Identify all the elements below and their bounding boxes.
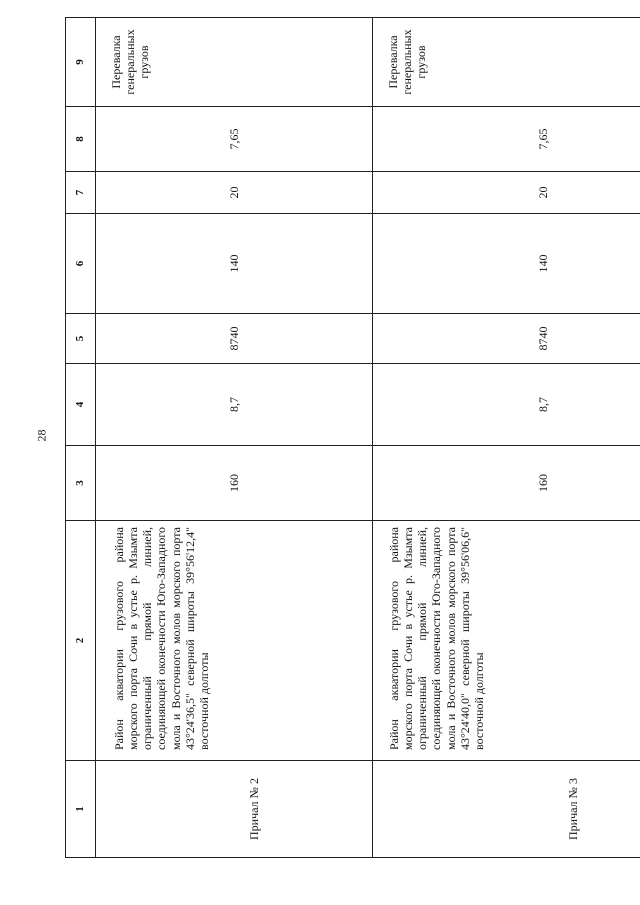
- header-col-2: 2: [66, 521, 96, 761]
- cargo-line: грузов: [413, 45, 428, 79]
- header-col-5: 5: [66, 314, 96, 364]
- cell-col-4: 8,7: [373, 364, 640, 446]
- table-row: [96, 18, 373, 858]
- cargo-type: [373, 18, 640, 107]
- berth-name: Причал № 3: [373, 761, 640, 858]
- berth-description: Район акватории грузового района морского порта Сочи в устье р. Мзымта ограниченный прямой линией, соединяющей оконечности Юго-Западного мола и Восточного молов морского порта 43°24'40,0" северной широты 39°56'06,6" восточной долготы: [373, 521, 640, 761]
- berth-description: Район акватории грузового района морского порта Сочи в устье р. Мзымта ограниченный прямой линией, соединяющей оконечности Юго-Западного мола и Восточного молов морского порта 43°24'36,5" северной широты 39°56'12,4" восточной долготы: [96, 521, 373, 761]
- cell-col-8: 7,65: [373, 107, 640, 172]
- cargo-line: Перевалка: [109, 35, 123, 89]
- rotated-table-container: [65, 18, 615, 858]
- cell-col-4: 8,7: [96, 364, 373, 446]
- cell-col-3: 160: [373, 446, 640, 521]
- cell-col-6: 140: [373, 214, 640, 314]
- cargo-line: грузов: [136, 45, 151, 79]
- cargo-line: Перевалка: [386, 35, 400, 89]
- rotated-table-frame: [65, 18, 615, 858]
- cargo-type: [96, 18, 373, 107]
- cell-col-7: 20: [373, 172, 640, 214]
- header-col-6: 6: [66, 214, 96, 314]
- cell-col-5: 8740: [96, 314, 373, 364]
- cell-col-3: 160: [96, 446, 373, 521]
- header-col-3: 3: [66, 446, 96, 521]
- table-row: [373, 18, 640, 858]
- header-row: [66, 18, 96, 858]
- header-col-9: 9: [66, 18, 96, 107]
- header-col-4: 4: [66, 364, 96, 446]
- cell-col-7: 20: [96, 172, 373, 214]
- cell-col-8: 7,65: [96, 107, 373, 172]
- header-col-7: 7: [66, 172, 96, 214]
- header-col-1: 1: [66, 761, 96, 858]
- page-number: 28: [34, 429, 49, 442]
- berth-table: [65, 17, 640, 858]
- berth-name: Причал № 2: [96, 761, 373, 858]
- cell-col-6: 140: [96, 214, 373, 314]
- header-col-8: 8: [66, 107, 96, 172]
- cargo-line: генеральных: [399, 29, 414, 95]
- cargo-line: генеральных: [122, 29, 137, 95]
- cell-col-5: 8740: [373, 314, 640, 364]
